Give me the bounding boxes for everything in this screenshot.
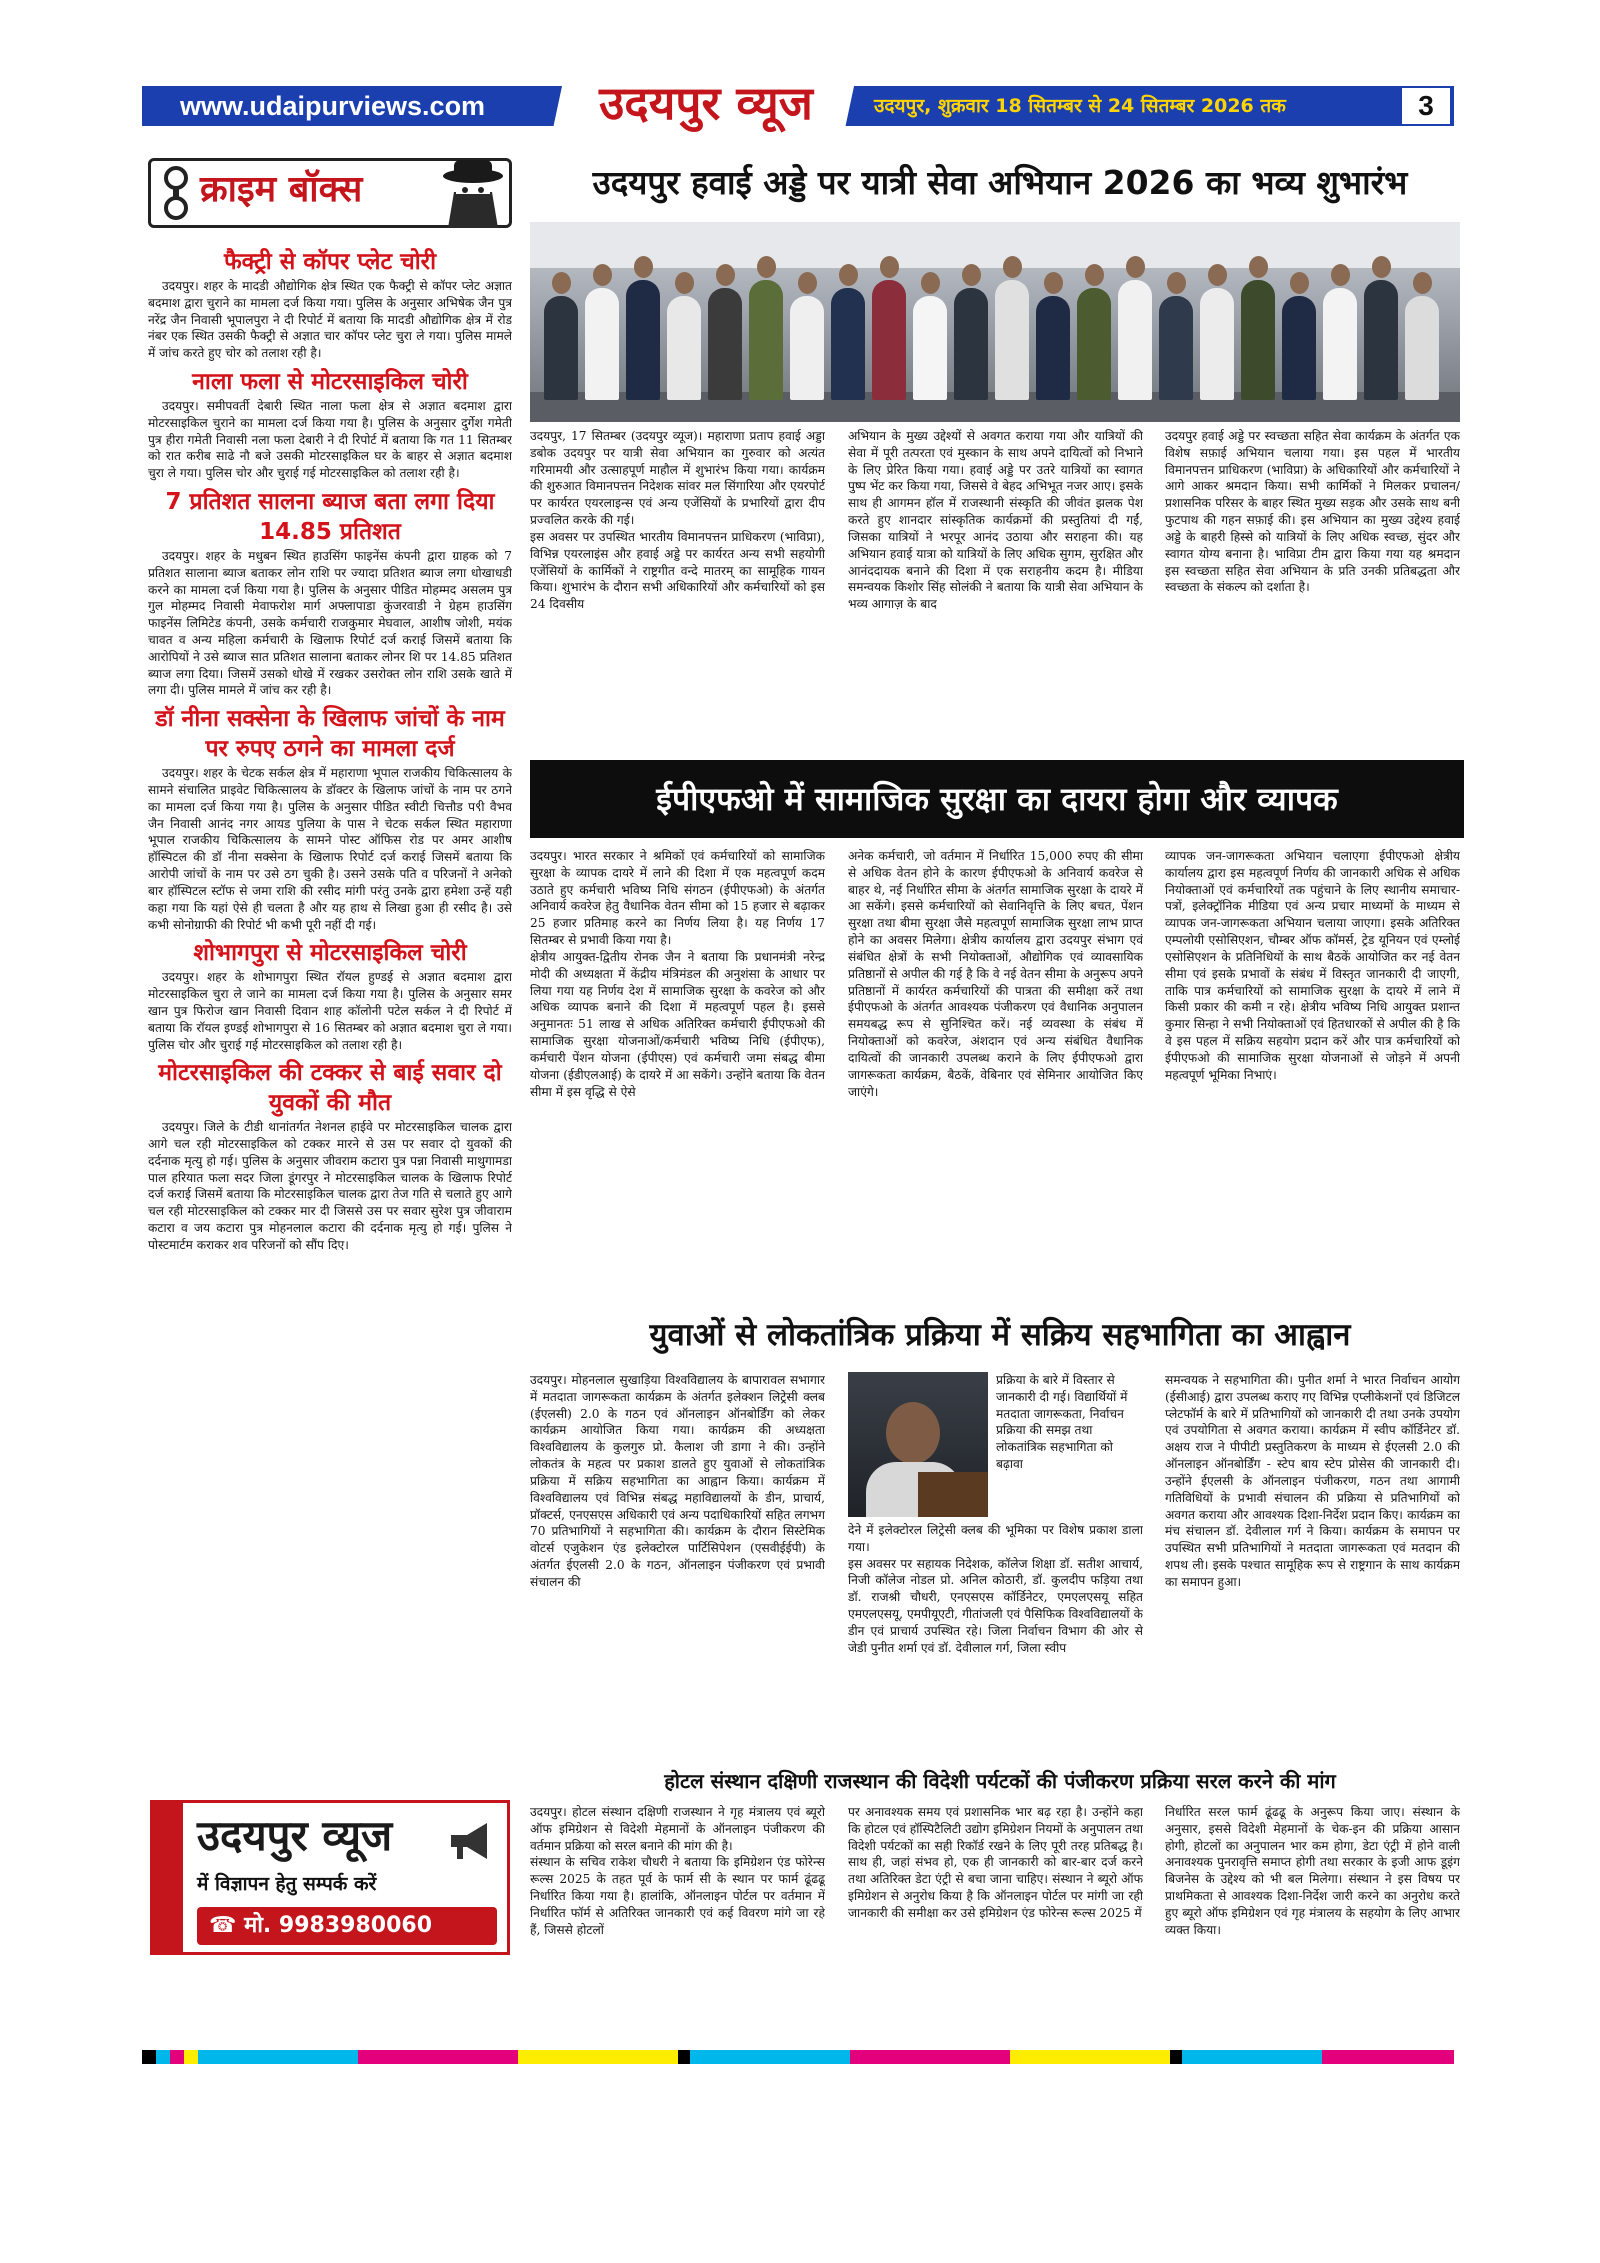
advertisement-box[interactable] xyxy=(150,1800,510,1955)
crime-story-body: उदयपुर। शहर के शोभागपुरा स्थित रॉयल हुण्डई से अज्ञात बदमाश द्वारा मोटरसाइकिल चुरा ले जाने का मामला दर्ज किया गया है। पुलिस के अनुसार समर खान पुत्र फिरोज खान निवासी दिवान शाह कॉलोनी पटेल सर्कल ने दी रिपोर्ट में बताया कि रॉयल इण्डई शोभागपुरा से 16 सितम्बर को अज्ञात बदमाश चुरा ले गया। पुलिस चोर और चुराई गई मोटरसाइकिल को तलाश रही है। xyxy=(148,970,512,1052)
photo-person xyxy=(544,296,578,400)
crime-story-headline: डॉ नीना सक्सेना के खिलाफ जांचों के नाम पर रुपए ठगने का मामला दर्ज xyxy=(155,706,505,763)
print-color-bar xyxy=(142,2050,1454,2064)
crime-story-headline: शोभागपुरा से मोटरसाइकिल चोरी xyxy=(193,940,467,967)
crime-box-header xyxy=(148,148,512,232)
photo-person xyxy=(995,280,1029,400)
speaker-photo xyxy=(848,1372,988,1517)
crime-story-body: उदयपुर। शहर के मादडी औद्योगिक क्षेत्र स्थित एक फैक्ट्री से कॉपर प्लेट अज्ञात बदमाश द्वारा चुराने का मामला दर्ज किया गया। पुलिस के अनुसार अभिषेक जैन पुत्र नरेंद्र जैन निवासी भूपालपुरा ने दी रिपोर्ट में बताया कि मादडी औद्योगिक क्षेत्र में रोड नंबर एक स्थित उसकी फैक्ट्री से अज्ञात चार कॉपर प्लेट चुरा ले गया। पुलिस मामले में जांच करते हुए चोर को तलाश रही है। xyxy=(148,278,512,361)
date-line: उदयपुर, शुक्रवार 18 सितम्बर से 24 सितम्बर 2026 तक xyxy=(874,95,1286,117)
speaker-figure xyxy=(886,1402,940,1464)
crime-story-body: उदयपुर। जिले के टीडी थानांतर्गत नेशनल हाईवे पर मोटरसाइकिल चालक द्वारा आगे चल रही मोटरसाइकिल को टक्कर मारने से उस पर सवार दो युवकों की दर्दनाक मृत्यु हो गई। पुलिस के अनुसार जीवराम कटारा पुत्र पन्ना निवासी माथुगामडा पाल हरियात फला सदर जिला डूंगरपुर ने मोटरसाइकिल चालक के खिलाफ रिपोर्ट दर्ज कराई जिसमें बताया कि मोटरसाइकिल चालक द्वारा तेज गति से चलाते हुए आगे चल रही मोटरसाइकिल को टक्कर मार दी जिससे उस पर सवार सुरेश पुत्र जीवाराम कटारा व जय कटारा पुत्र मोहनलाल कटारा की दर्दनाक मृत्यु हो गई। पुलिस ने पोस्टमार्टम कराकर शव परिजनों को सौंप दिए। xyxy=(148,1120,512,1252)
article-airport-headline: उदयपुर हवाई अड्डे पर यात्री सेवा अभियान 2026 का भव्य शुभारंभ xyxy=(592,163,1408,202)
photo-person xyxy=(708,288,742,400)
airport-ceremony-photo xyxy=(530,222,1460,422)
handcuffs-icon xyxy=(156,164,196,228)
article-epfo-col-1: उदयपुर। भारत सरकार ने श्रमिकों एवं कर्मचारियों को सामाजिक सुरक्षा के व्यापक दायरे में लाने की दिशा में एक महत्वपूर्ण कदम उठाते हुए कर्मचारी भविष्य निधि संगठन (ईपीएफओ) के अंतर्गत अनिवार्य कवरेज हेतु वैधानिक वेतन सीमा को 15 हजार से बढ़ाकर 25 हजार प्रतिमाह करने का निर्णय लिया है। यह निर्णय 17 सितम्बर से प्रभावी किया गया है। क्षेत्रीय आयुक्त-द्वितीय रोनक जैन ने बताया कि प्रधानमंत्री नरेन्द्र मोदी की अध्यक्षता में केंद्रीय मंत्रिमंडल की अनुशंसा के आधार पर लिया गया यह निर्णय देश में सामाजिक सुरक्षा के कवरेज को और अधिक व्यापक बनाने की दिशा में महत्वपूर्ण पहल है। इससे अनुमानतः 51 लाख से अधिक अतिरिक्त कर्मचारी ईपीएफओ की सामाजिक सुरक्षा योजनाओं/कर्मचारी भविष्य निधि (ईपीएफ), कर्मचारी पेंशन योजना (ईपीएस) एवं कर्मचारी जमा संबद्ध बीमा योजना (ईडीएलआई) के दायरे में आ सकेंगे। उन्होंने बताया कि वेतन सीमा में इस वृद्धि से ऐसे xyxy=(530,849,825,1099)
crime-stories xyxy=(148,248,512,1778)
photo-person xyxy=(626,280,660,400)
ad-subtitle: में विज्ञापन हेतु सम्पर्क करें xyxy=(197,1873,377,1895)
photo-person xyxy=(1364,280,1398,400)
crime-story-body: उदयपुर। शहर के चेटक सर्कल क्षेत्र में महाराणा भूपाल राजकीय चिकित्सालय के सामने संचालित प्राइवेट चिकित्सालय के डॉक्टर के खिलाफ जांचों के नाम पर ठगने का मामला दर्ज किया गया है। पुलिस के अनुसार पीडित स्वीटी चित्तौड प९ी वैभव जैन निवासी आनंद नगर आयड पुलिया के पास ने चेटक सर्कल स्थित महाराणा भूपाल राजकीय चिकित्सालय के सामने पोस्ट ऑफिस रोड पर अमर आशीष हॉस्पिटल की डॉ नीना सक्सेना के खिलाफ रिपोर्ट दर्ज कराई जिसमें बताया कि आरोपी जांचों के नाम पर उसे ठग चुकी है। उसने उसके पति व परिजनों ने अनेको बार हॉस्पिटल स्टॉफ से जमा राशि की रसीद मांगी परंतु उनके द्वारा हमेशा उन्हें यही कहा गया कि यहां ऐसे ही चलता है और यह हाथ से लिखा हुआ ही रसीद है। उसे कभी सोनोग्राफी की रिपोर्ट भी कभी पूरी नहीं दी गई। xyxy=(148,766,512,932)
paper-name: उदयपुर व्यूज xyxy=(599,76,813,130)
photo-person xyxy=(1077,288,1111,400)
article-epfo-col-2: अनेक कर्मचारी, जो वर्तमान में निर्धारित 15,000 रुपए की सीमा से अधिक वेतन होने के कारण ईपीएफओ के अनिवार्य कवरेज से बाहर थे, नई निर्धारित सीमा के अंतर्गत सामाजिक सुरक्षा के दायरे में आ सकेंगे। इससे कर्मचारियों को सेवानिवृत्ति के लिए बचत, पेंशन सुरक्षा तथा बीमा सुरक्षा जैसे महत्वपूर्ण सामाजिक सुरक्षा लाभ प्राप्त होने का अवसर मिलेगा। क्षेत्रीय कार्यालय द्वारा उदयपुर संभाग एवं संबंधित क्षेत्रों के सभी नियोक्ताओं, औद्योगिक एवं व्यावसायिक प्रतिष्ठानों से अपील की गई है कि वे नई वेतन सीमा के अनुरूप अपने प्रतिष्ठानों में कार्यरत कर्मचारियों की पात्रता की समीक्षा करें तथा ईपीएफओ के अंतर्गत आवश्यक पंजीकरण एवं वैधानिक अनुपालन समयबद्ध रूप से सुनिश्चित करें। नई व्यवस्था के संबंध में नियोक्ताओं को कवरेज, अंशदान एवं अन्य संबंधित वैधानिक दायित्वों की जानकारी उपलब्ध कराने के लिए ईपीएफओ द्वारा जागरूकता कार्यक्रम, बैठकें, वेबिनार एवं सेमिनार आयोजित किए जाएंगे। xyxy=(848,849,1143,1099)
article-youth-col-3: समन्वयक ने सहभागिता की। पुनीत शर्मा ने भारत निर्वाचन आयोग (ईसीआई) द्वारा उपलब्ध कराए गए विभिन्न एप्लीकेशनों एवं डिजिटल प्लेटफॉर्म के बारे में प्रतिभागियों को जानकारी दी तथा उनके उपयोग एवं उपयोगिता से अवगत कराया। कार्यक्रम में स्वीप कॉर्डिनेटर डॉ. अक्षय राज ने पीपीटी प्रस्तुतिकरण के माध्यम से ईएलसी 2.0 की ऑनलाइन ऑनबोर्डिंग - स्टेप बाय स्टेप प्रोसेस की जानकारी दी। उन्होंने ईएलसी के ऑनलाइन पंजीकरण, गठन तथा आगामी गतिविधियों के प्रभावी संचालन की प्रक्रिया से प्रतिभागियों को अवगत कराया और आवश्यक दिशा-निर्देश प्रदान किए। कार्यक्रम का मंच संचालन डॉ. देवीलाल गर्ग ने किया। कार्यक्रम के समापन पर उपस्थित सभी प्रतिभागियों ने मतदाता जागरूकता एवं मतदान की शपथ ली। इसके पश्चात सामूहिक रूप से राष्ट्रगान के साथ कार्यक्रम का समापन हुआ। xyxy=(1165,1373,1460,1589)
ad-paper-name: उदयपुर व्यूज xyxy=(197,1811,393,1860)
photo-person xyxy=(1323,288,1357,400)
photo-person xyxy=(1036,296,1070,400)
article-airport-col-1: उदयपुर, 17 सितम्बर (उदयपुर व्यूज)। महाराणा प्रताप हवाई अड्डा डबोक उदयपुर पर यात्री सेवा अभियान का गुरुवार को अत्यंत गरिमामयी और उत्साहपूर्ण माहौल में शुभारंभ किया गया। कार्यक्रम की शुरुआत विमानपत्तन निदेशक सांवर मल सिंगारिया और एयरपोर्ट पर कार्यरत एयरलाइन्स एवं अन्य एजेंसियों के प्रभारियों द्वारा दीप प्रज्वलित करके की गई। इस अवसर पर उपस्थित भारतीय विमानपत्तन प्राधिकरण (भाविप्रा), विभिन्न एयरलाइंस और हवाई अड्डे पर कार्यरत अन्य सभी सहयोगी एजेंसियों के कार्मिकों ने राष्ट्रगीत वन्दे मातरम् का सामूहिक गायन किया। शुभारंभ के दौरान सभी अधिकारियों और कर्मचारियों को इस 24 दिवसीय xyxy=(530,429,825,612)
article-youth-col-2-side: प्रक्रिया के बारे में विस्तार से जानकारी दी गई। विद्यार्थियों में मतदाता जागरूकता, निर्वाचन प्रक्रिया की समझ तथा लोकतांत्रिक सहभागिता को बढ़ावा xyxy=(996,1373,1128,1472)
article-youth-col-1: उदयपुर। मोहनलाल सुखाड़िया विश्वविद्यालय के बापारावल सभागार में मतदाता जागरूकता कार्यक्रम के अंतर्गत इलेक्शन लिट्रेसी क्लब (ईएलसी) 2.0 के गठन एवं ऑनलाइन ऑनबोर्डिंग को लेकर कार्यक्रम आयोजित किया गया। कार्यक्रम की अध्यक्षता विश्वविद्यालय के कुलगुरु प्रो. कैलाश जी डागा ने की। उन्होंने लोकतंत्र के महत्व पर प्रकाश डालते हुए युवाओं से लोकतांत्रिक प्रक्रिया में सक्रिय सहभागिता का आह्वान किया। कार्यक्रम में विश्वविद्यालय एवं विभिन्न संबद्ध महाविद्यालयों के डीन, प्राचार्य, प्रॉक्टर्स, एनएसएस अधिकारी एवं अन्य पदाधिकारियों सहित लगभग 70 प्रतिभागियों ने सहभागिता की। कार्यक्रम के दौरान सिस्टेमिक वोटर्स एजुकेशन एंड इलेक्टोरल पार्टिसिपेशन (एसवीईईपी) के अंतर्गत ईएलसी 2.0 के गठन, ऑनलाइन पंजीकरण एवं प्रभावी संचालन की xyxy=(530,1373,825,1589)
article-hotel-col-3: निर्धारित सरल फार्म ढूंढढू के अनुरूप किया जाए। संस्थान के अनुसार, इससे विदेशी मेहमानों के चेक-इन की प्रक्रिया आसान होगी, होटलों का अनुपालन भार कम होगा, डेटा एंट्री में होने वाली अनावश्यक पुनरावृत्ति समाप्त होगी तथा सरकार के इजी आफ डूइंग बिजनेस के उद्देश्य को भी बल मिलेगा। संस्थान ने इस विषय पर प्राथमिकता से आवश्यक दिशा-निर्देश जारी करने का अनुरोध करते हुए ब्यूरो ऑफ इमिग्रेशन एवं गृह मंत्रालय के सहयोग के लिए आभार व्यक्त किया। xyxy=(1165,1805,1460,1937)
ad-phone[interactable] xyxy=(197,1907,497,1945)
crime-story xyxy=(148,248,512,362)
photo-person xyxy=(831,288,865,400)
article-hotel-col-2: पर अनावश्यक समय एवं प्रशासनिक भार बढ़ रहा है। उन्होंने कहा कि होटल एवं हॉस्पिटैलिटी उद्योग इमिग्रेशन नियमों के अनुपालन तथा विदेशी पर्यटकों का सही रिकॉर्ड रखने के लिए पूरी तरह प्रतिबद्ध है। साथ ही, जहां संभव हो, एक ही जानकारी को बार-बार दर्ज करने तथा अतिरिक्त डेटा एंट्री से बचा जाना चाहिए। संस्थान ने ब्यूरो ऑफ इमिग्रेशन से अनुरोध किया है कि ऑनलाइन पोर्टल पर मांगी जा रही जानकारी की समीक्षा कर उसे इमिग्रेशन एंड फोरेन्स रूल्स 2025 में xyxy=(848,1805,1143,1920)
photo-person xyxy=(1405,296,1439,400)
photo-ceiling xyxy=(530,222,1460,268)
crime-story-body: उदयपुर। शहर के मधुबन स्थित हाउसिंग फाइनेंस कंपनी द्वारा ग्राहक को 7 प्रतिशत सालाना ब्याज बताकर लोन राशि पर ज्यादा प्रतिशत ब्याज लगा धोखाधडी करने का मामला दर्ज किया गया है। पुलिस के अनुसार पीडित मोहम्मद असलम पुत्र गुल मोहम्मद निवासी मेवाफरोश मार्ग अफ्लापाडा कुंजरवाडी ने ग्रेहम हाउसिंग फाइनेंस लिमिटेड कंपनी, उसके कर्मचारी राजकुमार मेघवाल, आशीष जोशी, मयंक चावत व अन्य महिला कर्मचारी के खिलाफ रिपोर्ट दर्ज कराई जिसमें बताया कि आरोपियों ने उसे ब्याज सात प्रतिशत सालाना बताकर लोनर शि पर 14.85 प्रतिशत ब्याज लगा दिया। जिसमें उसको धोखे में रखकर उसरोक्त लोन राशि उसके खाते में लगा दी। पुलिस मामले में जांच कर रही है। xyxy=(148,548,512,698)
photo-person xyxy=(1200,288,1234,400)
crime-story-headline: नाला फला से मोटरसाइकिल चोरी xyxy=(192,369,468,396)
photo-person xyxy=(913,296,947,400)
detective-icon xyxy=(440,158,506,232)
crime-story xyxy=(148,939,512,1053)
crime-story-headline: 7 प्रतिशत सालना ब्याज बता लगा दिया 14.85 प्रतिशत xyxy=(165,489,495,545)
article-youth-headline: युवाओं से लोकतांत्रिक प्रक्रिया में सक्रिय सहभागिता का आह्वान xyxy=(649,1317,1351,1353)
article-airport-col-3: उदयपुर हवाई अड्डे पर स्वच्छता सहित सेवा कार्यक्रम के अंतर्गत एक विशेष सफ़ाई अभियान चलाया गया। इस पहल में भारतीय विमानपत्तन प्राधिकरण (भाविप्रा) के अधिकारियों और कर्मचारियों ने आगे आकर श्रमदान किया। सभी कार्मिकों ने मिलकर प्रचालन/प्रशासनिक परिसर के बाहर स्थित मुख्य सड़क और उसके साथ बनी फुटपाथ की गहन सफ़ाई की। इस अभियान का मुख्य उद्देश्य हवाई अड्डे के बाहरी हिस्से को यात्रियों के लिए अधिक स्वच्छ, सुंदर और स्वागत योग्य बनाना है। भाविप्रा टीम द्वारा किया गया यह श्रमदान इस स्वच्छता सहित सेवा अभियान के प्रति उनकी प्रतिबद्धता और स्वच्छता के संकल्प को दर्शाता है। xyxy=(1165,429,1460,595)
article-hotel-headline: होटल संस्थान दक्षिणी राजस्थान की विदेशी पर्यटकों की पंजीकरण प्रक्रिया सरल करने की मांग xyxy=(664,1769,1336,1793)
photo-person xyxy=(1282,296,1316,400)
article-hotel-col-1: उदयपुर। होटल संस्थान दक्षिणी राजस्थान ने गृह मंत्रालय एवं ब्यूरो ऑफ इमिग्रेशन से विदेशी मेहमानों के ऑनलाइन पंजीकरण की वर्तमान प्रक्रिया को सरल बनाने की मांग की है। संस्थान के सचिव राकेश चौधरी ने बताया कि इमिग्रेशन एंड फोरेन्स रूल्स 2025 के तहत पूर्व के फार्म सी के स्थान पर फार्म ढूंढढू निर्धारित किया गया है। हालांकि, ऑनलाइन पोर्टल पर वर्तमान में निर्धारित फॉर्म से अतिरिक्त जानकारी एवं कई विवरण मांगे जा रहे हैं, जिससे होटलों xyxy=(530,1805,825,1937)
photo-person xyxy=(954,288,988,400)
article-airport-col-2: अभियान के मुख्य उद्देश्यों से अवगत कराया गया और यात्रियों की सेवा में पूरी तत्परता एवं मुस्कान के साथ अपने दायित्वों को निभाने के लिए प्रेरित किया गया। हवाई अड्डे पर उतरे यात्रियों का स्वागत पुष्प भेंट कर किया गया, जिससे वे बेहद अभिभूत नजर आए। इसके साथ ही आगमन हॉल में राजस्थानी संस्कृति की जीवंत झलक पेश करते हुए शानदार सांस्कृतिक कार्यक्रमों की प्रस्तुतियां दी गईं, जिसका यात्रियों ने भरपूर आनंद उठाया और सराहना की। यह अभियान हवाई यात्रा को यात्रियों के लिए अधिक सुगम, सुरक्षित और आनंददायक बनाने की दिशा में एक सराहनीय कदम है। मीडिया समन्वयक किशोर सिंह सोलंकी ने बताया कि यात्री सेवा अभियान के भव्य आगाज़ के बाद xyxy=(848,429,1143,612)
article-youth-col-2: देने में इलेक्टोरल लिट्रेसी क्लब की भूमिका पर विशेष प्रकाश डाला गया। इस अवसर पर सहायक निदेशक, कॉलेज शिक्षा डॉ. सतीश आचार्य, निजी कॉलेज नोडल प्रो. अनिल कोठारी, डॉ. कुलदीप फड़िया तथा डॉ. राजश्री चौधरी, एनएसएस कॉर्डिनेटर, एमएलएसयू सहित एमएलएसयू, एमपीयूएटी, गीतांजली एवं पैसिफिक विश्वविद्यालयों के डीन एवं प्राचार्य उपस्थित रहे। जिला निर्वाचन विभाग की ओर से जेडी पुनीत शर्मा एवं डॉ. देवीलाल गर्ग, जिला स्वीप xyxy=(848,1523,1143,1655)
photo-person xyxy=(1159,296,1193,400)
crime-story xyxy=(148,488,512,699)
crime-story xyxy=(148,1059,512,1253)
photo-person xyxy=(1118,280,1152,400)
photo-person xyxy=(1241,280,1275,400)
page-number: 3 xyxy=(1402,88,1450,124)
crime-story-body: उदयपुर। समीपवर्ती देबारी स्थित नाला फला क्षेत्र से अज्ञात बदमाश द्वारा मोटरसाइकिल चुराने का मामला दर्ज किया गया है। पुलिस के अनुसार दुर्गेश गमेती पुत्र हीरा गमेती निवासी नला फला देबारी ने दी रिपोर्ट में बताया कि गत 11 सितम्बर को रात करीब साढे नौ बजे उसकी मोटरसाइकिल घर के बाहर से अज्ञात बदमाश चुरा ले गया। पुलिस चोर और चुराई गई मोटरसाइकिल को तलाश रही है। xyxy=(148,398,512,481)
website-url[interactable]: www.udaipurviews.com xyxy=(180,91,486,121)
phone-icon: ☎ xyxy=(209,1913,245,1938)
article-epfo-headline: ईपीएफओ में सामाजिक सुरक्षा का दायरा होगा और व्यापक xyxy=(530,760,1464,838)
photo-person xyxy=(749,280,783,400)
lectern xyxy=(918,1472,988,1517)
photo-person xyxy=(667,296,701,400)
crime-story-headline: फैक्ट्री से कॉपर प्लेट चोरी xyxy=(223,249,437,275)
photo-person xyxy=(872,280,906,400)
megaphone-icon xyxy=(447,1821,497,1865)
crime-story-headline: मोटरसाइकिल की टक्कर से बाई सवार दो युवकों की मौत xyxy=(158,1060,502,1117)
photo-person xyxy=(790,296,824,400)
crime-box-title: क्राइम बॉक्स xyxy=(200,169,363,210)
photo-person xyxy=(585,288,619,400)
ad-phone-number: मो. 9983980060 xyxy=(244,1913,433,1938)
crime-story xyxy=(148,368,512,482)
ad-accent xyxy=(153,1803,183,1952)
article-epfo-col-3: व्यापक जन-जागरूकता अभियान चलाएगा ईपीएफओ क्षेत्रीय कार्यालय द्वारा इस महत्वपूर्ण निर्णय की जानकारी अधिक से अधिक नियोक्ताओं एवं कर्मचारियों तक पहुंचाने के लिए स्थानीय समाचार-पत्रों, इलेक्ट्रॉनिक मीडिया एवं अन्य प्रचार माध्यमों के माध्यम से व्यापक जन-जागरूकता अभियान चलाया जाएगा। इसके अतिरिक्त एम्पलोयी एसोसिएशन, चौम्बर ऑफ कॉमर्स, ट्रेड यूनियन एवं एम्लोई एसोसिएशन के प्रतिनिधियों के साथ बैठकें आयोजित कर नई वेतन सीमा एवं इसके प्रभावों के संबंध में विस्तृत जानकारी दी जाएगी, ताकि पात्र कर्मचारियों को सामाजिक सुरक्षा के दायरे में लाने में किसी प्रकार की कमी न रहे। क्षेत्रीय भविष्य निधि आयुक्त प्रशान्त कुमार सिन्हा ने सभी नियोक्ताओं एवं हितधारकों से अपील की है कि वे इस पहल में सक्रिय सहयोग प्रदान करें और पात्र कर्मचारियों को ईपीएफओ की सामाजिक सुरक्षा योजनाओं से जोड़ने में अपनी महत्वपूर्ण भूमिका निभाएं। xyxy=(1165,849,1460,1082)
crime-story xyxy=(148,705,512,933)
